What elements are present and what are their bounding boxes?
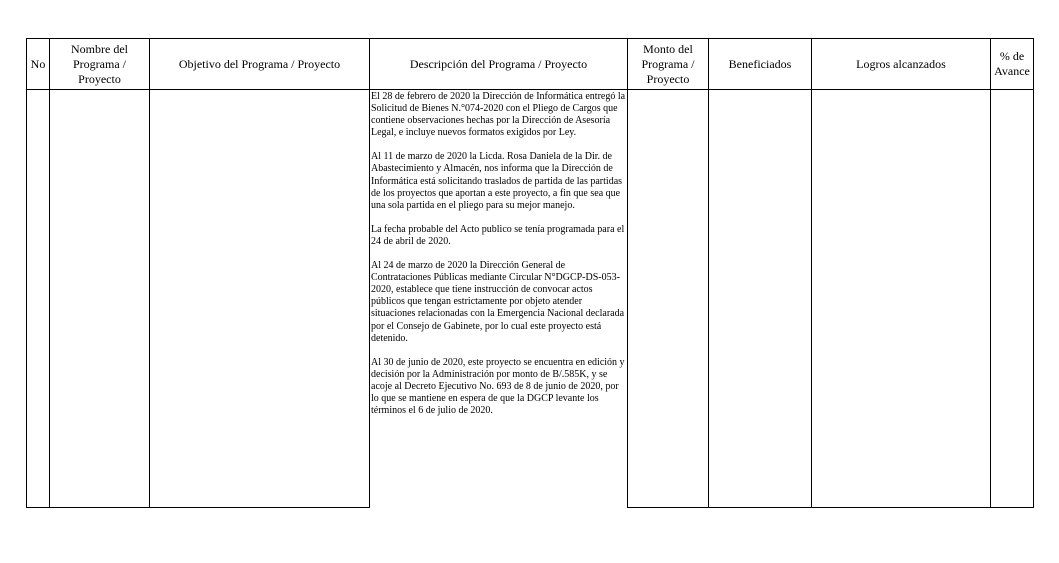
description-paragraph: El 28 de febrero de 2020 la Dirección de Informática entregó la Solicitud de Bienes N.°074-2020 con el Pliego de Cargos que contiene observaciones hechas por la Dirección de Asesoría Legal, e incluye nuevos formatos exigidos por Ley.	[371, 91, 626, 139]
column-border	[708, 38, 709, 508]
column-border	[1033, 38, 1034, 508]
header-beneficiados: Beneficiados	[728, 56, 792, 71]
description-cell	[371, 91, 627, 429]
row-bottom-border-left	[26, 507, 369, 508]
description-paragraph: Al 30 de junio de 2020, este proyecto se encuentra en edición y decisión por la Administración por monto de B/.585K, y se acoje al Decreto Ejecutivo No. 693 de 8 de junio de 2020, por lo que se mantiene en espera de que la DGCP levante los términos el 6 de julio de 2020.	[371, 356, 625, 417]
column-border	[811, 38, 812, 508]
header-objetivo: Objetivo del Programa / Proyecto	[178, 56, 341, 71]
header-avance: % de Avance	[994, 49, 1030, 78]
description-paragraph: Al 24 de marzo de 2020 la Dirección General de Contrataciones Públicas mediante Circular N°DGCP-DS-053-2020, establece que tiene instrucción de convocar actos públicos que tengan estrictamente por objeto atender situaciones relacionadas con la Emergencia Nacional declarada por el Consejo de Gabinete, por lo cual este proyecto está detenido.	[371, 260, 625, 344]
header-descripcion: Descripción del Programa / Proyecto	[409, 56, 588, 71]
header-logros: Logros alcanzados	[856, 56, 946, 71]
header-bottom-border	[26, 89, 1034, 90]
header-monto: Monto del Programa / Proyecto	[641, 41, 695, 86]
column-border	[149, 38, 150, 508]
description-paragraph: La fecha probable del Acto publico se tenía programada para el 24 de abril de 2020.	[371, 223, 625, 247]
column-border	[49, 38, 50, 508]
header-no: No	[30, 56, 46, 71]
column-border	[990, 38, 991, 508]
header-nombre: Nombre del Programa / Proyecto	[71, 41, 128, 86]
column-border	[369, 38, 370, 508]
description-paragraph: Al 11 de marzo de 2020 la Licda. Rosa Daniela de la Dir. de Abastecimiento y Almacén, nos informa que la Dirección de Informática está solicitando traslados de partida de las partidas de los proyectos que aportan a este proyecto, a fin que sea que una sola partida en el pliego para su mejor manejo.	[371, 151, 623, 211]
row-bottom-border-right	[627, 507, 1034, 508]
column-border	[26, 38, 27, 508]
column-border	[627, 38, 628, 508]
